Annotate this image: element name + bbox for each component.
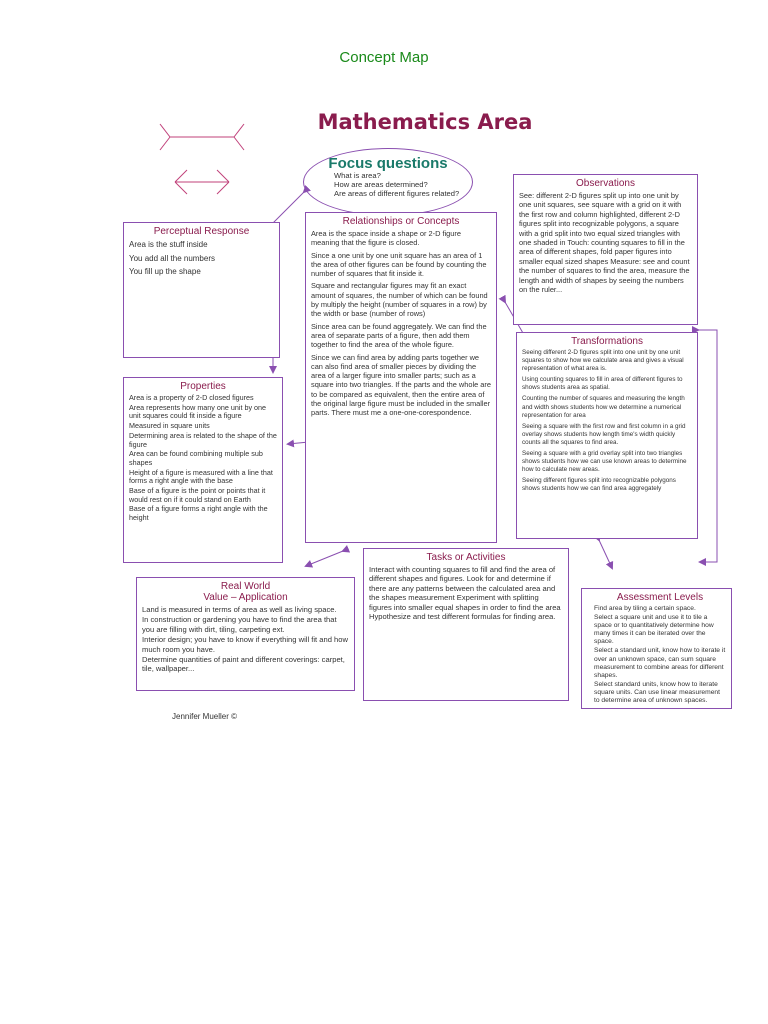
tasks-heading: Tasks or Activities xyxy=(426,552,506,563)
real-world-line: Determine quantities of paint and different coverings: carpet, tile, wallpaper... xyxy=(142,655,345,674)
properties-node xyxy=(123,377,283,563)
focus-question: How are areas determined? xyxy=(334,180,428,189)
transformations-heading: Transformations xyxy=(571,336,643,347)
transformations-paragraph: Seeing different figures split into recognizable polygons shows students how we can find area aggregately xyxy=(522,477,676,493)
focus-heading: Focus questions xyxy=(328,155,448,172)
focus-question: What is area? xyxy=(334,171,381,180)
relationships-paragraph: Since a one unit by one unit square has an area of 1 the area of other figures can be found by counting the number of squares that fit inside it. xyxy=(311,250,487,279)
perceptual-line: You add all the numbers xyxy=(129,253,215,263)
double-arrow-glyph xyxy=(175,170,229,194)
arrow-transformations-assessment xyxy=(599,540,612,568)
property-item: Area represents how many one unit by one unit squares could fit inside a figure xyxy=(129,402,267,421)
line-connector-glyph xyxy=(160,124,244,150)
tasks-text: Interact with counting squares to fill and find the area of different shapes and figures. Look for and determine if there are any patterns between the calculated area and the shapes measurement Experiment with splitting figures into smaller equal shapes in order to find the area Hypothesize and test different formulas for finding area. xyxy=(369,565,561,622)
observations-heading: Observations xyxy=(576,178,635,189)
assessment-level: Select a standard unit, know how to iterate it over an unknown space, can sum square measurement to combine areas for different shapes. xyxy=(594,647,726,679)
assessment-level: Select standard units, know how to iterate square units. Can use linear measurement to determine area of unknown spaces. xyxy=(594,680,721,705)
property-item: Height of a figure is measured with a line that forms a right angle with the base xyxy=(129,467,273,486)
perceptual-heading: Perceptual Response xyxy=(153,226,250,237)
real-world-line: Land is measured in terms of area as well as living space. xyxy=(142,605,337,614)
transformations-paragraph: Counting the number of squares and measuring the length and width shows students how we determine a numerical representation for area xyxy=(522,395,685,419)
assessment-heading: Assessment Levels xyxy=(616,592,704,603)
author-signature: Jennifer Mueller © xyxy=(172,712,238,721)
property-item: Determining area is related to the shape of the figure xyxy=(129,430,277,449)
focus-question: Are areas of different figures related? xyxy=(334,189,460,198)
focus-question-list xyxy=(334,171,459,198)
property-item: Base of a figure forms a right angle with the height xyxy=(129,504,268,523)
transformations-node xyxy=(516,332,698,539)
tasks-node xyxy=(363,548,569,701)
property-item: Measured in square units xyxy=(129,421,210,431)
relationships-node xyxy=(305,212,497,543)
observations-node xyxy=(513,174,698,325)
property-item: Area is a property of 2-D closed figures xyxy=(129,393,254,402)
transformations-paragraph: Seeing different 2-D figures split into one unit by one unit squares to show how we calculate area and gives a visual representation of what area is. xyxy=(522,349,684,373)
relationships-paragraph: Since area can be found aggregately. We can find the area of separate parts of a figure, then add them together to find the area of the whole figure. xyxy=(311,321,487,350)
relationships-paragraph: Square and rectangular figures may fit an exact amount of squares, the number of which can be found by multiply the height (number of squares in a row) by the width or base (number of rows) xyxy=(311,281,488,319)
real-world-heading: Real World xyxy=(220,581,271,592)
arrow-observations-assessment xyxy=(698,330,717,562)
assessment-level: Find area by tiling a certain space. xyxy=(594,605,696,612)
assessment-level: Select a square unit and use it to tile a space or to quantitatively determine how many times it can be iterated over the space. xyxy=(594,614,714,646)
perceptual-response-node xyxy=(123,222,280,358)
relationships-heading: Relationships or Concepts xyxy=(342,216,460,227)
property-item: Area can be found combining multiple sub shapes xyxy=(129,449,263,467)
value-application-heading: Value – Application xyxy=(203,592,288,603)
properties-heading: Properties xyxy=(180,381,226,392)
real-world-node xyxy=(136,577,355,691)
perceptual-line: You fill up the shape xyxy=(129,267,201,276)
transformations-paragraph: Seeing a square with a grid overlay split into two triangles shows students how we can use known areas to determine how to calculate new areas. xyxy=(522,450,687,474)
real-world-line: Interior design; you have to know if everything will fit and how much room you have. xyxy=(142,635,348,654)
perceptual-line: Area is the stuff inside xyxy=(129,240,208,249)
arrow-properties-realworld xyxy=(306,551,343,566)
transformations-paragraph: Using counting squares to fill in area of different figures to shows students area as spatial. xyxy=(522,376,683,392)
assessment-node xyxy=(581,588,732,709)
transformations-paragraph: Seeing a square with the first row and first column in a grid overlay shows students how length time's width quickly counts all the squares to find area. xyxy=(522,422,686,446)
map-title: Mathematics Area xyxy=(317,110,533,134)
real-world-line: In construction or gardening you have to find the area that you are filling with dirt, tiling, carpeting ext. xyxy=(142,615,337,634)
page-title: Concept Map xyxy=(339,49,429,66)
observations-text: See: different 2-D figures split up into one unit by one unit squares, see square with a grid on it with the first row and column highlighted, different 2-D figures split into recognizable polygons, a square with a grid split into two equal sized triangles with one shaded in Touch: counting squares to fill in the area of different shapes, fold paper figures into smaller equal sized shapes Measure: see and count the number of squares to find the area, measure the length and width of shapes by seeing the numbers on the ruler... xyxy=(519,191,690,295)
relationships-paragraph: Area is the space inside a shape or 2-D figure meaning that the figure is closed. xyxy=(311,229,461,248)
focus-questions-node xyxy=(303,148,473,216)
property-item: Base of a figure is the point or points that it would rest on if it could stand on Earth xyxy=(129,486,266,504)
relationships-paragraph: Since we can find area by adding parts together we can also find area of smaller pieces by dividing the area of a larger figure into smaller parts; such as a square into two triangles. If the parts and the whole are to be compared as equivalent, then the entire area of the original large figure must be included in the smaller parts. There must me a one-one-corespondence. xyxy=(311,352,491,418)
